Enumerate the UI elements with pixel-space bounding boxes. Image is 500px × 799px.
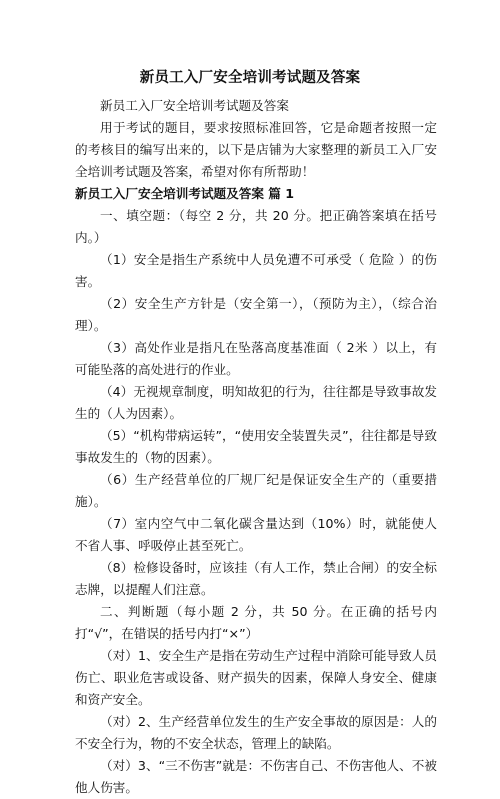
question-item: （对）3、“三不伤害”就是：不伤害自己、不伤害他人、不被他人伤害。 [75, 758, 437, 795]
question-item: （7）室内空气中二氧化碳含量达到（10%）时，就能使人不省人事、呼吸停止甚至死亡。 [75, 516, 437, 553]
section-heading: 新员工入厂安全培训考试题及答案 篇 1 [75, 186, 295, 201]
question-item: （4）无视规章制度，明知故犯的行为，往往都是导致事故发生的（人为因素）。 [75, 384, 437, 421]
question-item: （1）安全是指生产系统中人员免遭不可承受（ 危险 ）的伤害。 [75, 252, 437, 289]
fill-blank-instructions: 一、填空题：（每空 2 分，共 20 分。把正确答案填在括号内。） [75, 208, 437, 245]
intro-paragraph: 用于考试的题目，要求按照标准回答，它是命题者按照一定的考核目的编写出来的，以下是店铺为大家整理的新员工入厂安全培训考试题及答案，希望对你有所帮助！ [75, 120, 437, 179]
question-item: （5）“机构带病运转”，“使用安全装置失灵”，往往都是导致事故发生的（物的因素）。 [75, 428, 437, 465]
document-body [75, 95, 437, 799]
question-item: （对）1、安全生产是指在劳动生产过程中消除可能导致人员伤亡、职业危害或设备、财产损失的因素，保障人身安全、健康和资产安全。 [75, 648, 437, 707]
intro-heading: 新员工入厂安全培训考试题及答案 [100, 98, 289, 113]
document-title: 新员工入厂安全培训考试题及答案 [139, 70, 361, 86]
true-false-instructions: 二、判断题（每小题 2 分，共 50 分。在正确的括号内打“√”，在错误的括号内打“×”） [75, 604, 437, 641]
question-item: （8）检修设备时，应该挂（有人工作，禁止合闸）的安全标志牌，以提醒人们注意。 [75, 560, 437, 597]
question-item: （3）高处作业是指凡在坠落高度基准面（ 2米 ）以上，有可能坠落的高处进行的作业。 [75, 340, 437, 377]
question-item: （6）生产经营单位的厂规厂纪是保证安全生产的（重要措施）。 [75, 472, 437, 509]
question-item: （2）安全生产方针是（安全第一），（预防为主），（综合治理）。 [75, 296, 437, 333]
question-item: （对）2、生产经营单位发生的生产安全事故的原因是：人的不安全行为，物的不安全状态，管理上的缺陷。 [75, 714, 437, 751]
